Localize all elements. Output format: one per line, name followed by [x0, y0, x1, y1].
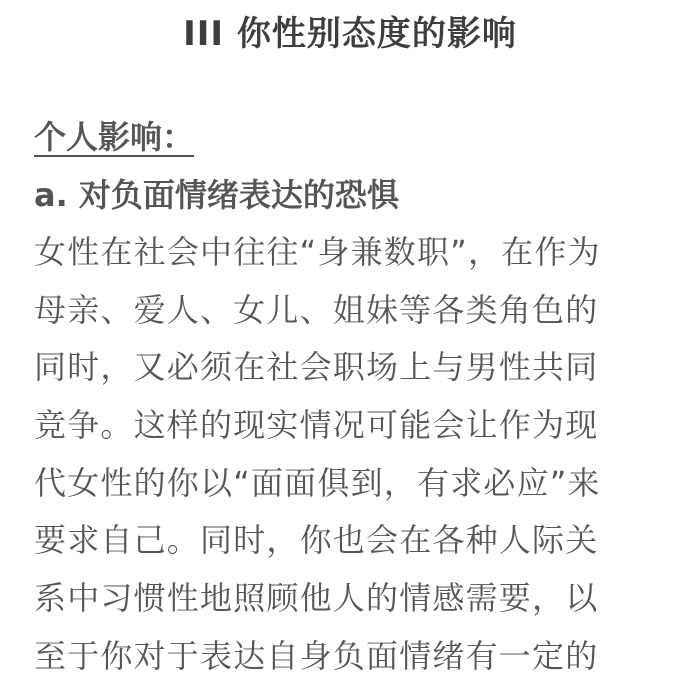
section-heading: 个人影响： [34, 118, 195, 156]
paragraph-line: 竞争。这样的现实情况可能会让作为现 [34, 406, 599, 445]
sub-heading: a. 对负面情绪表达的恐惧 [34, 176, 399, 214]
paragraph-line: 代女性的你以“面面俱到，有求必应”来 [34, 463, 601, 502]
paragraph-line: 同时，又必须在社会职场上与男性共同 [34, 348, 599, 387]
paragraph-line: 母亲、爱人、女儿、姐妹等各类角色的 [34, 290, 599, 329]
paragraph-line: 系中习惯性地照顾他人的情感需要，以 [34, 579, 599, 618]
body-paragraph [34, 224, 674, 686]
page-title: III 你性别态度的影响 [183, 14, 517, 54]
paragraph-line: 要求自己。同时，你也会在各种人际关 [34, 521, 599, 560]
paragraph-line: 至于你对于表达自身负面情绪有一定的 [34, 636, 599, 675]
paragraph-line: 女性在社会中往往“身兼数职”，在作为 [34, 233, 601, 271]
